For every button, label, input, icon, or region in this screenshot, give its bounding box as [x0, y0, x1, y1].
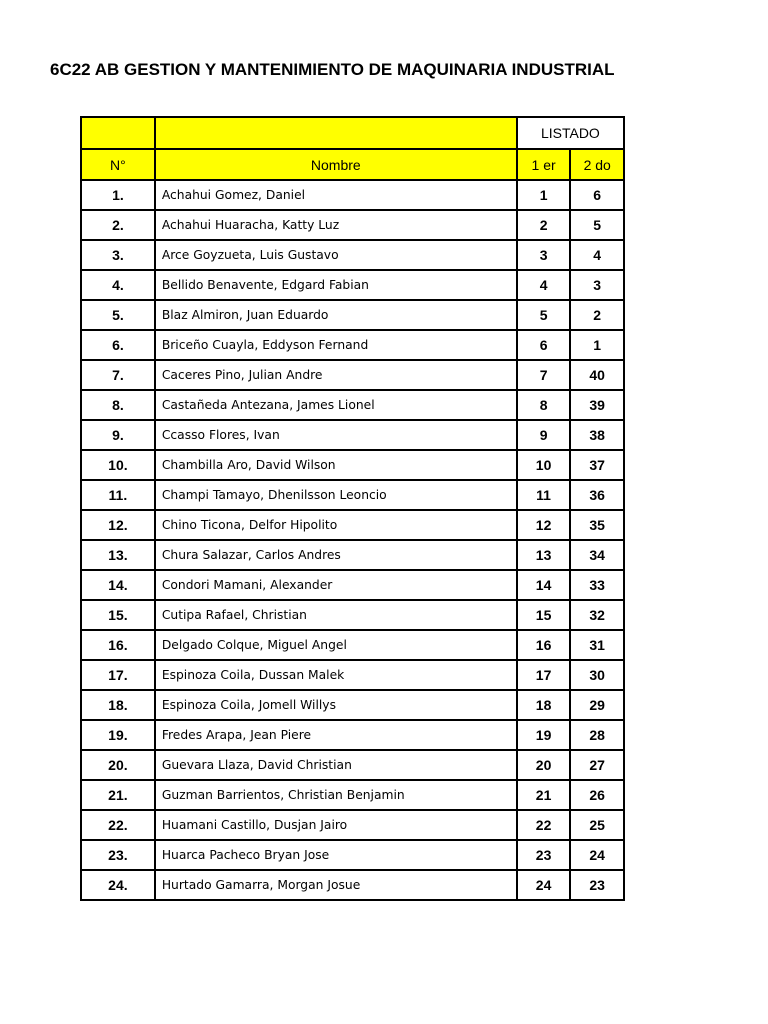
table-row	[81, 300, 624, 330]
student-name: Huamani Castillo, Dusjan Jairo	[155, 810, 517, 840]
student-name: Castañeda Antezana, James Lionel	[155, 390, 517, 420]
table-row	[81, 210, 624, 240]
student-name: Arce Goyzueta, Luis Gustavo	[155, 240, 517, 270]
first-order-value: 15	[517, 600, 571, 630]
row-number: 23.	[81, 840, 155, 870]
first-order-value: 3	[517, 240, 571, 270]
table-row	[81, 780, 624, 810]
first-order-value: 4	[517, 270, 571, 300]
row-number: 12.	[81, 510, 155, 540]
second-order-value: 35	[570, 510, 624, 540]
row-number: 17.	[81, 660, 155, 690]
header-blank-cell	[155, 117, 517, 149]
second-order-value: 38	[570, 420, 624, 450]
second-order-value: 34	[570, 540, 624, 570]
row-number: 21.	[81, 780, 155, 810]
column-header-first: 1 er	[517, 149, 571, 180]
student-name: Achahui Gomez, Daniel	[155, 180, 517, 210]
student-name: Briceño Cuayla, Eddyson Fernand	[155, 330, 517, 360]
row-number: 24.	[81, 870, 155, 900]
row-number: 22.	[81, 810, 155, 840]
row-number: 13.	[81, 540, 155, 570]
row-number: 7.	[81, 360, 155, 390]
second-order-value: 27	[570, 750, 624, 780]
second-order-value: 1	[570, 330, 624, 360]
second-order-value: 26	[570, 780, 624, 810]
student-name: Condori Mamani, Alexander	[155, 570, 517, 600]
second-order-value: 5	[570, 210, 624, 240]
second-order-value: 40	[570, 360, 624, 390]
student-name: Espinoza Coila, Dussan Malek	[155, 660, 517, 690]
student-list-table	[80, 116, 625, 901]
first-order-value: 6	[517, 330, 571, 360]
row-number: 15.	[81, 600, 155, 630]
student-name: Delgado Colque, Miguel Angel	[155, 630, 517, 660]
table-row	[81, 870, 624, 900]
row-number: 2.	[81, 210, 155, 240]
first-order-value: 19	[517, 720, 571, 750]
second-order-value: 32	[570, 600, 624, 630]
student-name: Hurtado Gamarra, Morgan Josue	[155, 870, 517, 900]
student-name: Cutipa Rafael, Christian	[155, 600, 517, 630]
row-number: 9.	[81, 420, 155, 450]
first-order-value: 21	[517, 780, 571, 810]
table-row	[81, 720, 624, 750]
table-row	[81, 810, 624, 840]
student-name: Bellido Benavente, Edgard Fabian	[155, 270, 517, 300]
listado-header: LISTADO	[517, 117, 624, 149]
second-order-value: 2	[570, 300, 624, 330]
table-row	[81, 570, 624, 600]
first-order-value: 5	[517, 300, 571, 330]
second-order-value: 23	[570, 870, 624, 900]
column-header-second: 2 do	[570, 149, 624, 180]
row-number: 1.	[81, 180, 155, 210]
row-number: 11.	[81, 480, 155, 510]
second-order-value: 31	[570, 630, 624, 660]
student-name: Chino Ticona, Delfor Hipolito	[155, 510, 517, 540]
first-order-value: 1	[517, 180, 571, 210]
first-order-value: 22	[517, 810, 571, 840]
second-order-value: 30	[570, 660, 624, 690]
first-order-value: 14	[517, 570, 571, 600]
row-number: 10.	[81, 450, 155, 480]
student-name: Huarca Pacheco Bryan Jose	[155, 840, 517, 870]
row-number: 8.	[81, 390, 155, 420]
second-order-value: 3	[570, 270, 624, 300]
table-row	[81, 600, 624, 630]
first-order-value: 10	[517, 450, 571, 480]
table-row	[81, 240, 624, 270]
row-number: 6.	[81, 330, 155, 360]
second-order-value: 4	[570, 240, 624, 270]
table-row	[81, 660, 624, 690]
second-order-value: 6	[570, 180, 624, 210]
student-name: Achahui Huaracha, Katty Luz	[155, 210, 517, 240]
table-group-header-row	[81, 117, 624, 149]
student-name: Chura Salazar, Carlos Andres	[155, 540, 517, 570]
first-order-value: 18	[517, 690, 571, 720]
first-order-value: 23	[517, 840, 571, 870]
first-order-value: 13	[517, 540, 571, 570]
first-order-value: 8	[517, 390, 571, 420]
second-order-value: 36	[570, 480, 624, 510]
student-name: Caceres Pino, Julian Andre	[155, 360, 517, 390]
table-row	[81, 420, 624, 450]
student-name: Champi Tamayo, Dhenilsson Leoncio	[155, 480, 517, 510]
second-order-value: 29	[570, 690, 624, 720]
first-order-value: 17	[517, 660, 571, 690]
row-number: 18.	[81, 690, 155, 720]
row-number: 14.	[81, 570, 155, 600]
table-row	[81, 690, 624, 720]
column-header-number: N°	[81, 149, 155, 180]
student-name: Espinoza Coila, Jomell Willys	[155, 690, 517, 720]
page-title: 6C22 AB GESTION Y MANTENIMIENTO DE MAQUINARIA INDUSTRIAL	[50, 60, 615, 79]
table-row	[81, 450, 624, 480]
row-number: 16.	[81, 630, 155, 660]
first-order-value: 7	[517, 360, 571, 390]
header-blank-cell	[81, 117, 155, 149]
second-order-value: 25	[570, 810, 624, 840]
second-order-value: 33	[570, 570, 624, 600]
second-order-value: 39	[570, 390, 624, 420]
student-name: Guzman Barrientos, Christian Benjamin	[155, 780, 517, 810]
row-number: 5.	[81, 300, 155, 330]
student-name: Blaz Almiron, Juan Eduardo	[155, 300, 517, 330]
first-order-value: 9	[517, 420, 571, 450]
first-order-value: 24	[517, 870, 571, 900]
student-name: Ccasso Flores, Ivan	[155, 420, 517, 450]
table-row	[81, 750, 624, 780]
second-order-value: 28	[570, 720, 624, 750]
second-order-value: 37	[570, 450, 624, 480]
row-number: 3.	[81, 240, 155, 270]
table-row	[81, 480, 624, 510]
first-order-value: 12	[517, 510, 571, 540]
first-order-value: 11	[517, 480, 571, 510]
table-row	[81, 360, 624, 390]
table-row	[81, 510, 624, 540]
table-header-row	[81, 149, 624, 180]
row-number: 20.	[81, 750, 155, 780]
first-order-value: 2	[517, 210, 571, 240]
student-name: Chambilla Aro, David Wilson	[155, 450, 517, 480]
table-row	[81, 180, 624, 210]
student-name: Fredes Arapa, Jean Piere	[155, 720, 517, 750]
table-row	[81, 270, 624, 300]
table-row	[81, 330, 624, 360]
row-number: 4.	[81, 270, 155, 300]
table-row	[81, 390, 624, 420]
table-row	[81, 630, 624, 660]
row-number: 19.	[81, 720, 155, 750]
first-order-value: 20	[517, 750, 571, 780]
second-order-value: 24	[570, 840, 624, 870]
column-header-name: Nombre	[155, 149, 517, 180]
table-row	[81, 540, 624, 570]
table-row	[81, 840, 624, 870]
first-order-value: 16	[517, 630, 571, 660]
student-name: Guevara Llaza, David Christian	[155, 750, 517, 780]
